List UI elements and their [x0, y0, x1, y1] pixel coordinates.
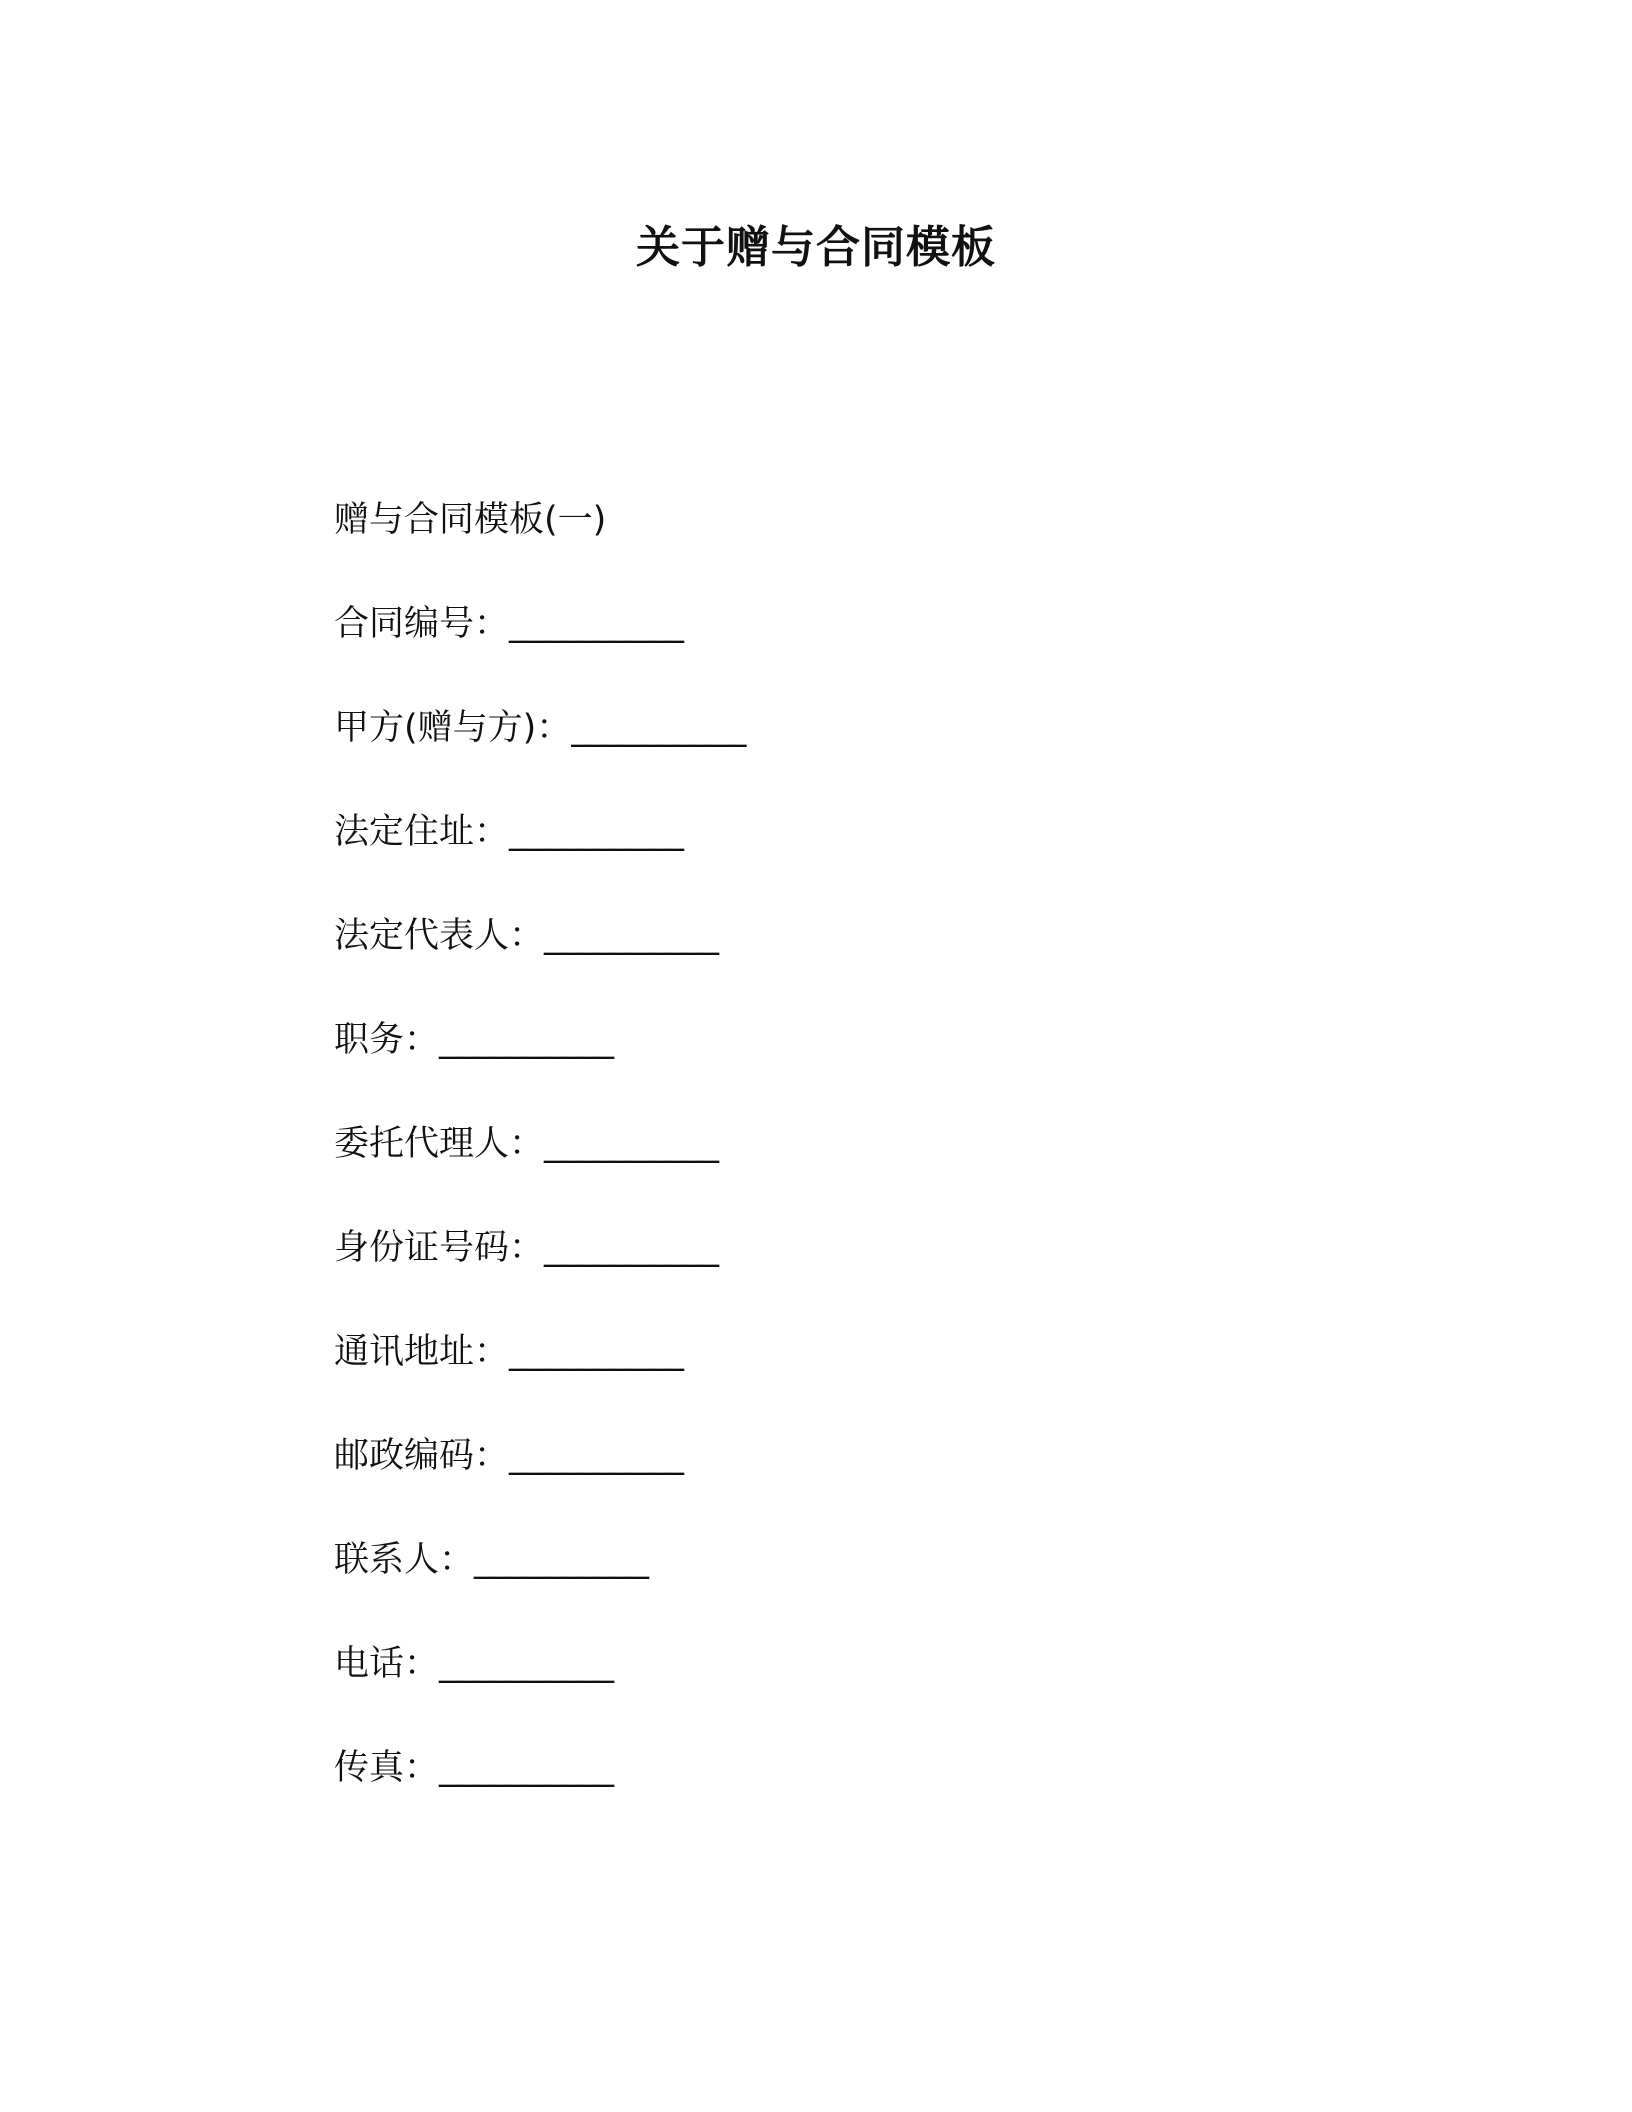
field-label: 身份证号码： [334, 1228, 545, 1268]
field-party-a [334, 698, 1334, 802]
field-phone [334, 1634, 1334, 1738]
field-blank: __________ [544, 1124, 720, 1164]
field-position [334, 1010, 1334, 1114]
field-label: 法定代表人： [334, 916, 545, 956]
field-mailing-address [334, 1322, 1334, 1426]
field-blank: __________ [509, 1436, 685, 1476]
field-blank: __________ [439, 1644, 615, 1684]
field-blank: __________ [439, 1748, 615, 1788]
document-body [334, 490, 1334, 1842]
field-blank: __________ [544, 916, 720, 956]
field-blank: __________ [509, 604, 685, 644]
field-label: 电话： [334, 1644, 440, 1684]
field-label: 邮政编码： [334, 1436, 510, 1476]
field-id-number [334, 1218, 1334, 1322]
document-title: 关于赠与合同模板 [636, 222, 996, 273]
field-contact-person [334, 1530, 1334, 1634]
field-postal-code [334, 1426, 1334, 1530]
field-contract-number [334, 594, 1334, 698]
field-label: 通讯地址： [334, 1332, 510, 1372]
field-fax [334, 1738, 1334, 1842]
field-legal-address [334, 802, 1334, 906]
field-label: 职务： [334, 1020, 440, 1060]
field-blank: __________ [439, 1020, 615, 1060]
field-label: 合同编号： [334, 604, 510, 644]
field-legal-representative [334, 906, 1334, 1010]
field-blank: __________ [571, 708, 747, 748]
field-label: 传真： [334, 1748, 440, 1788]
field-label: 委托代理人： [334, 1124, 545, 1164]
field-authorized-agent [334, 1114, 1334, 1218]
section-heading: 赠与合同模板(一) [334, 500, 607, 540]
field-blank: __________ [509, 1332, 685, 1372]
field-label: 法定住址： [334, 812, 510, 852]
field-blank: __________ [474, 1540, 650, 1580]
field-label: 甲方(赠与方)： [334, 708, 572, 748]
field-blank: __________ [509, 812, 685, 852]
field-blank: __________ [544, 1228, 720, 1268]
field-label: 联系人： [334, 1540, 475, 1580]
